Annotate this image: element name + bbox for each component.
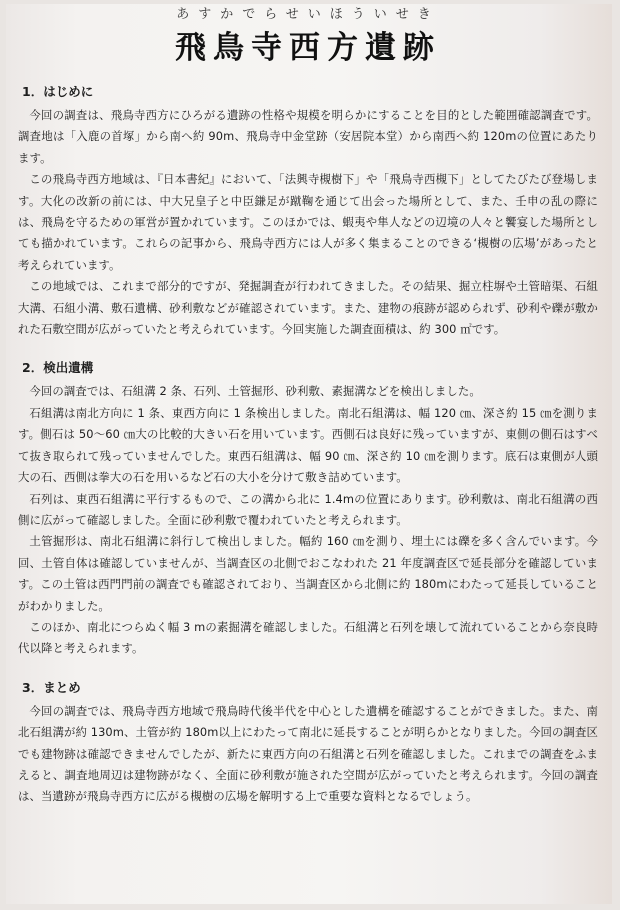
title-furigana: あすかでらせいほういせき — [176, 7, 440, 22]
paragraph: 今回の調査では、飛鳥寺西方地域で飛鳥時代後半代を中心とした遺構を確認することができました。また、南北石組溝が約 130m、土管が約 180m以上にわたって南北に延長することが明らかとなりました。今回の調査区でも建物跡は確認できませんでしたが、新たに東西方向の石組溝と石列を確認しました。これまでの調査をふまえると、調査地周辺は建物跡がなく、全面に砂利敷が施された空間が広がっていたと考えられます。今回の調査は、当遺跡が飛鳥寺西方に広がる槻樹の広場を解明する上で重要な資料となるでしょう。 — [18, 703, 598, 804]
section-detected-features — [18, 358, 598, 659]
paragraph: このほか、南北につらぬく幅 3 mの素掘溝を確認しました。石組溝と石列を壊して流れていることから奈良時代以降と考えられます。 — [18, 619, 598, 656]
section-heading: 2．検出遺構 — [22, 360, 94, 376]
section-summary — [18, 678, 598, 808]
paragraph: この飛鳥寺西方地域は、『日本書紀』において、「法興寺槻樹下」や「飛鳥寺西槻下」としてたびたび登場します。大化の改新の前には、中大兄皇子と中臣鎌足が蹴鞠を通じて出会った場所として、また、壬申の乱の際には、飛鳥を守るための軍営が置かれています。このほかでは、蝦夷や隼人などの辺境の人々と饗宴した場所としても描かれています。これらの記事から、飛鳥寺西方には人が多く集まることのできる‘槻樹の広場’があったと考えられています。 — [18, 172, 598, 272]
section-introduction — [18, 82, 598, 340]
paragraph: 石組溝は南北方向に 1 条、東西方向に 1 条検出しました。南北石組溝は、幅 120 ㎝、深さ約 15 ㎝を測ります。側石は 50～60 ㎝大の比較的大きい石を用いています。西側石は良好に残っていますが、東側の側石はすべて抜き取られて残っていませんでした。東西石組溝は、幅 90 ㎝、深さ約 10 ㎝を測ります。底石は東側が人頭大の石、西側は拳大の石を用いるなど石の大小を分けて敷き詰めています。 — [18, 405, 598, 485]
section-heading: 3．まとめ — [22, 679, 81, 695]
paragraph: 土管掘形は、南北石組溝に斜行して検出しました。幅約 160 ㎝を測り、埋土には礫を多く含んでいます。今回、土管自体は確認していませんが、当調査区の北側でおこなわれた 21 年度調査区で延長部分を確認しています。この土管は西門門前の調査でも確認されており、当調査区から北側に約 180mにわたって延長していることがわかりました。 — [18, 534, 598, 613]
paragraph: この地域では、これまで部分的ですが、発掘調査が行われてきました。その結果、掘立柱塀や土管暗渠、石組大溝、石組小溝、敷石遺構、砂利敷などが確認されています。また、建物の痕跡が認められず、砂利や礫が敷かれた石敷空間が広がっていたと考えられています。今回実施した調査面積は、約 300 ㎡です。 — [18, 279, 598, 337]
paragraph: 今回の調査は、飛鳥寺西方にひろがる遺跡の性格や規模を明らかにすることを目的とした範囲確認調査です。調査地は「入鹿の首塚」から南へ約 90m、飛鳥寺中金堂跡（安居院本堂）から南西へ約 120mの位置にあたります。 — [18, 108, 598, 165]
section-heading: 1．はじめに — [22, 84, 94, 99]
paragraph: 今回の調査では、石組溝 2 条、石列、土管掘形、砂利敷、素掘溝などを検出しました。 — [29, 384, 481, 399]
document-page — [6, 4, 612, 904]
page-title: 飛鳥寺西方遺跡 — [175, 30, 441, 66]
paragraph: 石列は、東西石組溝に平行するもので、この溝から北に 1.4mの位置にあります。砂利敷は、南北石組溝の西側に広がって確認しました。全面に砂利敷で覆われていたと考えられます。 — [18, 491, 598, 527]
